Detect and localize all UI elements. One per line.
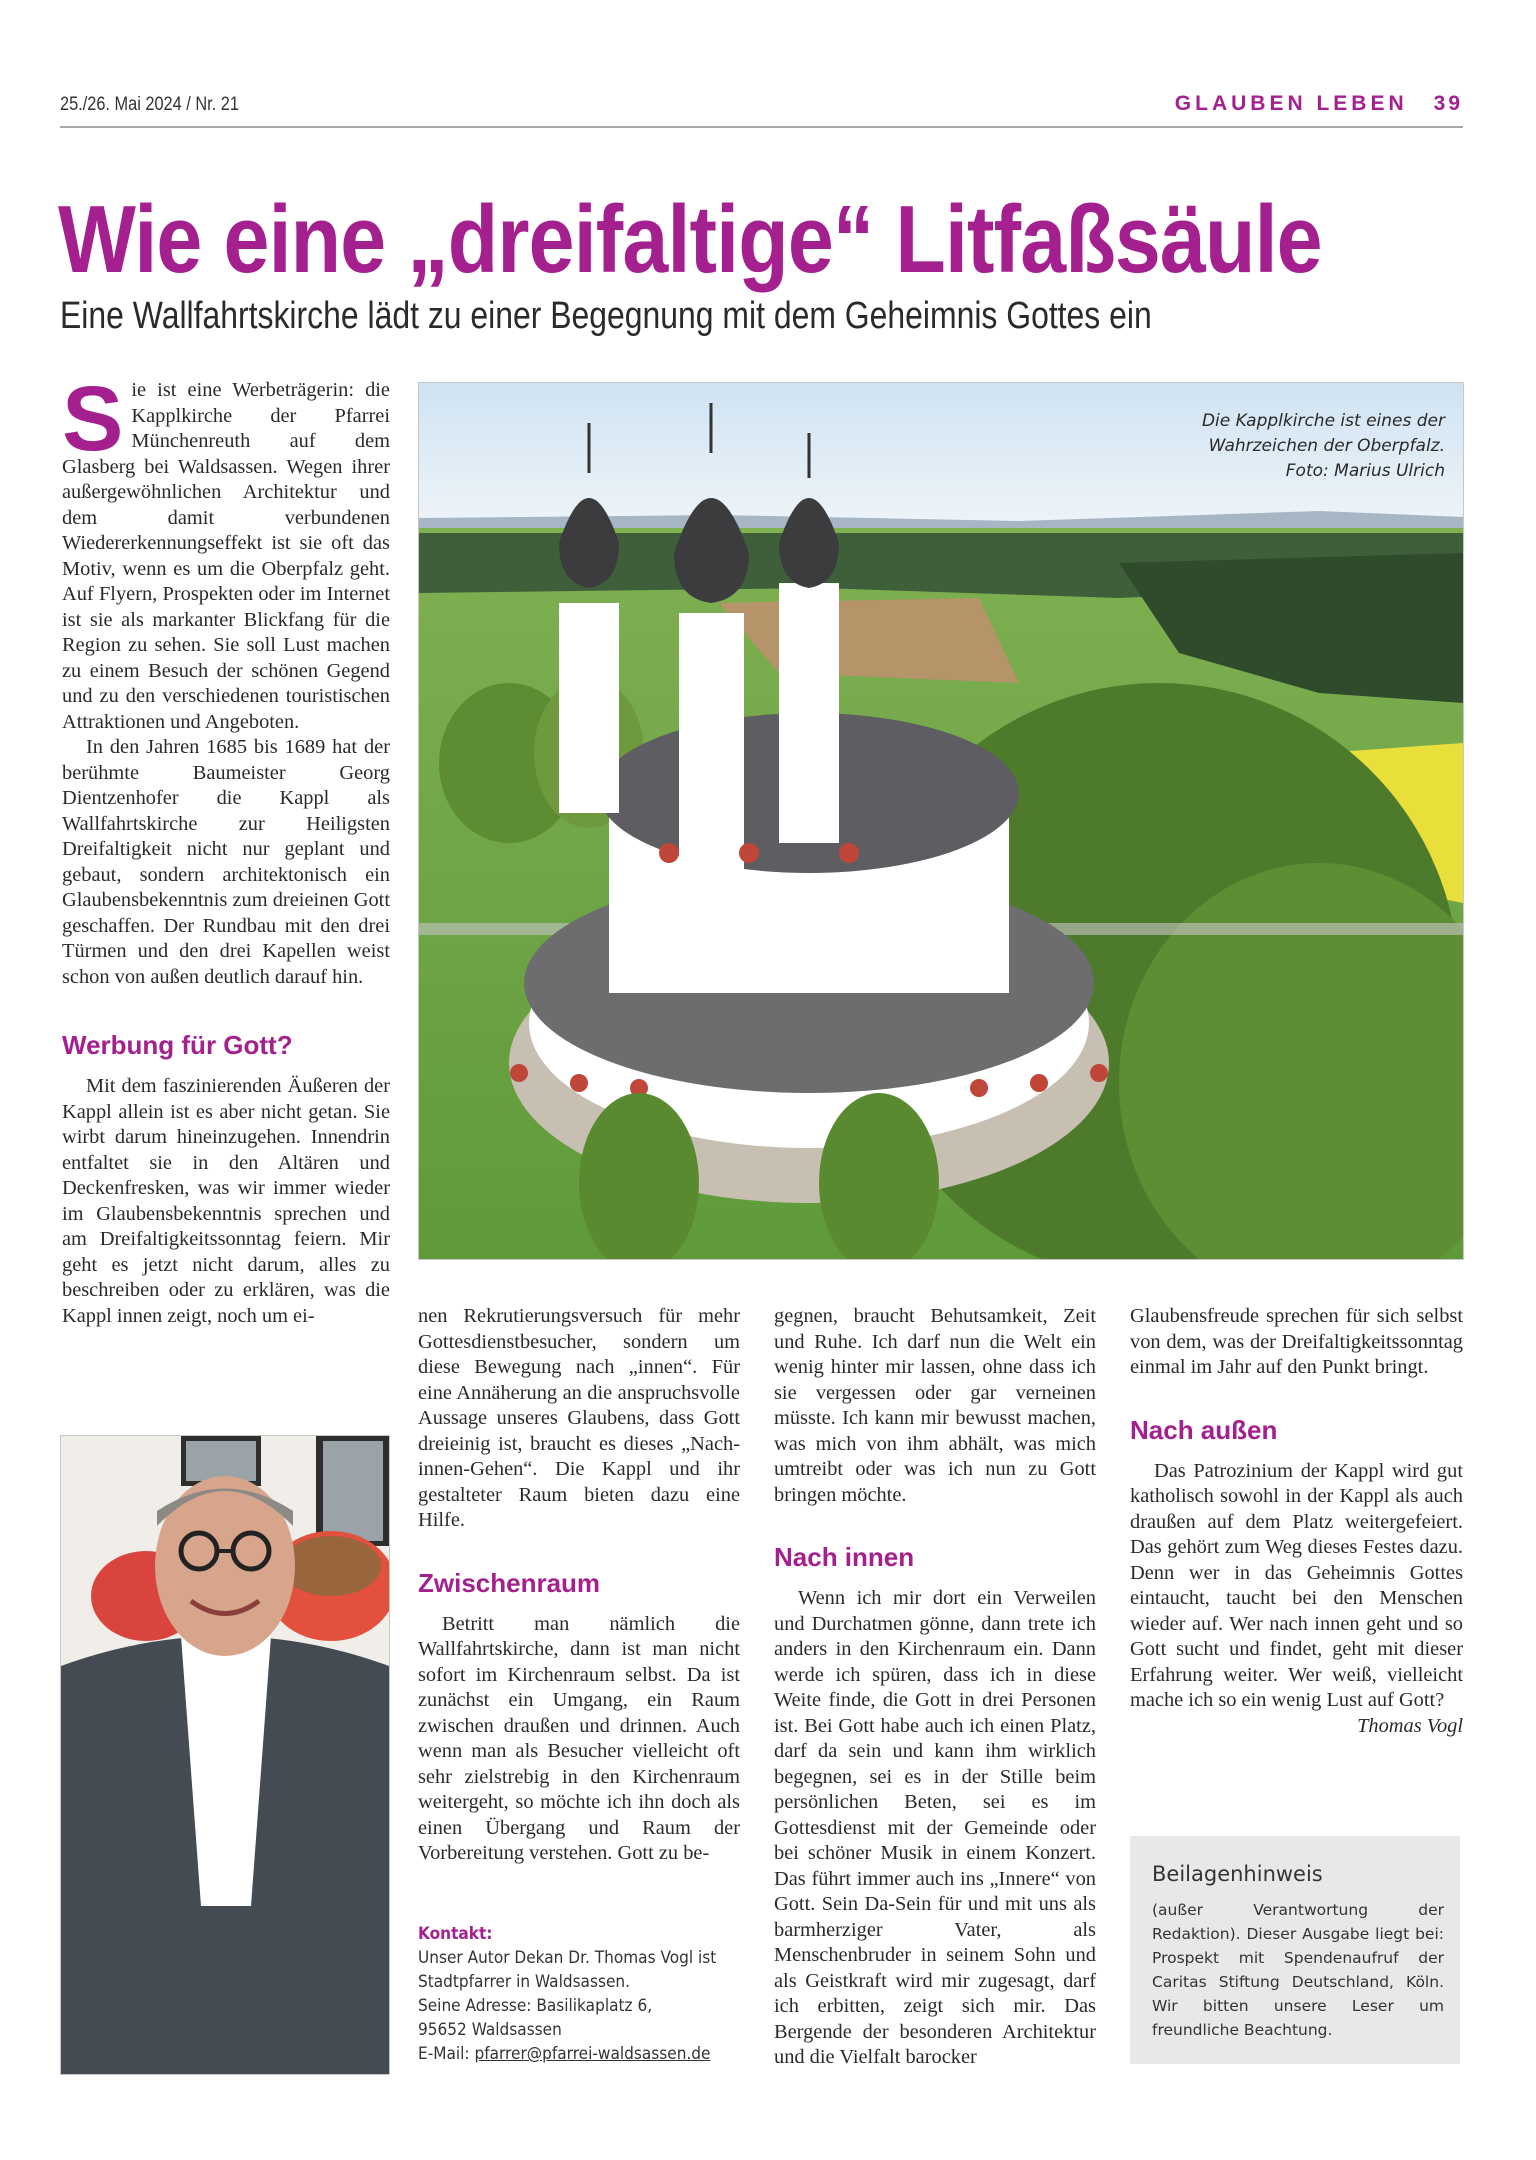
subheading-nach-innen: Nach innen xyxy=(774,1542,915,1572)
caption-line-2: Wahrzeichen der Oberpfalz. xyxy=(1208,436,1445,456)
contact-email-row xyxy=(418,2042,725,2066)
caption-line-1: Die Kapplkirche ist eines der xyxy=(1201,411,1445,431)
author-signature: Thomas Vogl xyxy=(1357,1714,1463,1737)
church-photo xyxy=(418,382,1464,1260)
contact-line-4: 95652 Waldsassen xyxy=(418,2020,562,2039)
photo-caption xyxy=(1202,409,1445,484)
column-1 xyxy=(62,368,390,1329)
section-label xyxy=(1175,92,1463,116)
issue-date: 25./26. Mai 2024 / Nr. 21 xyxy=(60,94,239,115)
church-illustration xyxy=(419,383,1463,1259)
section-title: GLAUBEN LEBEN xyxy=(1174,92,1408,115)
column-3 xyxy=(774,1304,1096,2071)
paragraph-zwischenraum: Betritt man nämlich die Wallfahrtskirche, dann ist man nicht sofort im Kirchenraum selbst. Da ist zunächst ein Umgang, ein Raum zwischen draußen und drinnen. Auch wenn man als Besucher vielleicht oft sehr zielstrebig in den Kirchenraum weitergeht, so möchte ich ihn doch als einen Übergang und Raum der Vorbereitung verstehen. Gott zu be- xyxy=(418,1612,740,1864)
paragraph-nach-innen: Wenn ich mir dort ein Verweilen und Durchatmen gönne, dann trete ich anders in den Kirchenraum ein. Dann werde ich spüren, dass ich in diese Weite finde, die Gott in drei Personen ist. Bei Gott habe auch ich einen Platz, darf da sein und kann ihm wirklich begegnen, sei es in der Stille beim persönlichen Beten, sei es im Gottesdienst mit der Gemeinde oder bei schöner Musik in einem Konzert. Das führt immer auch ins „Innere“ von Gott. Sein Da-Sein für und mit uns als barmherziger Vater, als Menschenbruder in seinem Sohn und als Geistkraft wird mir zugesagt, darf ich erbitten, zeigt sich mir. Das Bergende der besonderen Architektur und die Vielfalt barocker xyxy=(774,1587,1096,2068)
contact-box xyxy=(418,1922,725,2066)
paragraph-nach-aussen: Das Patrozinium der Kappl wird gut katholisch sowohl in der Kappl als auch draußen auf dem Platz weitergefeiert. Das gehört zum Weg dieses Festes dazu. Denn wer in das Geheimnis Gottes eintaucht, taucht bei den Menschen wieder auf. Wer nach innen geht und so Gott sucht und findet, geht mit dieser Erfahrung weiter. Wer weiß, vielleicht mache ich so ein wenig Lust auf Gott? Thomas Vogl xyxy=(1130,1459,1463,1714)
intro-paragraph-1: Sie ist eine Werbeträgerin: die Kapplkirche der Pfarrei Münchenreuth auf dem Glasberg bei Waldsassen. Wegen ihrer außergewöhnlichen Architektur und dem damit verbundenen Wiedererkennungseffekt ist sie oft das Motiv, wenn es um die Oberpfalz geht. Auf Flyern, Prospekten oder im Internet ist sie als markanter Blickfang für die Region zu sehen. Sie soll Lust machen zu einem Besuch der schönen Gegend und zu den verschiedenen touristischen Attraktionen und Angeboten. xyxy=(62,368,390,733)
supplement-notice xyxy=(1130,1836,1460,2064)
headline: Wie eine „dreifaltige“ Litfaßsäule xyxy=(58,186,1322,293)
supplement-notice-title: Beilagenhinweis xyxy=(1152,1862,1323,1886)
paragraph-werbung: Mit dem faszinierenden Äußeren der Kappl allein ist es aber nicht getan. Sie wirbt darum hineinzugehen. Innendrin entfaltet sie in den Altären und Deckenfresken, was wir immer wieder im Glaubensbekenntnis sprechen und am Dreifaltigkeitssonntag feiern. Mir geht es jetzt nicht darum, alles zu beschreiben oder zu erklären, was die Kappl innen zeigt, noch um ei- xyxy=(62,1075,390,1327)
drop-cap: S xyxy=(62,368,124,470)
photo-credit: Foto: Marius Ulrich xyxy=(1285,461,1445,481)
page-number: 39 xyxy=(1433,92,1463,115)
contact-line-2: Stadtpfarrer in Waldsassen. xyxy=(418,1972,631,1991)
column-2 xyxy=(418,1304,740,1867)
contact-line-3: Seine Adresse: Basilikaplatz 6, xyxy=(418,1996,653,2015)
subheadline: Eine Wallfahrtskirche lädt zu einer Begegnung mit dem Geheimnis Gottes ein xyxy=(60,295,1152,337)
contact-line-1: Unser Autor Dekan Dr. Thomas Vogl ist xyxy=(418,1948,717,1967)
column-4 xyxy=(1130,1304,1463,1739)
email-link[interactable]: pfarrer@pfarrei-waldsassen.de xyxy=(474,2044,711,2063)
paragraph-continued-3: Glaubensfreude sprechen für sich selbst von dem, was der Dreifaltigkeitssonntag einmal im Jahr auf den Punkt bringt. xyxy=(1130,1305,1463,1378)
portrait-illustration xyxy=(61,1436,389,2074)
paragraph-continued-1: nen Rekrutierungsversuch für mehr Gottesdienstbesucher, sondern um diese Bewegung nach „innen“. Für eine Annäherung an die anspruchsvolle Aussage unseres Glaubens, dass Gott dreieinig ist, braucht es dieses „Nach-innen-Gehen“. Die Kappl und ihr gestalteter Raum bieten dazu eine Hilfe. xyxy=(418,1305,740,1531)
paragraph-continued-2: gegnen, braucht Behutsamkeit, Zeit und Ruhe. Ich darf nun die Welt ein wenig hinter mir lassen, ohne dass ich sie vergessen oder gar verneinen müsste. Ich kann mir bewusst machen, was mich von ihm abhält, was mich umtreibt oder was ich nun zu Gott bringen möchte. xyxy=(774,1305,1096,1506)
subheading-zwischenraum: Zwischenraum xyxy=(418,1567,601,1598)
subheading-werbung: Werbung für Gott? xyxy=(62,1030,293,1060)
author-portrait xyxy=(60,1435,390,2075)
supplement-notice-text: (außer Verantwortung der Redaktion). Dieser Ausgabe liegt bei: Prospekt mit Spendenaufruf der Caritas Stiftung Deutschland, Köln. Wir bitten unsere Leser um freundliche Beachtung. xyxy=(1152,1901,1444,2039)
page-header xyxy=(60,92,1463,128)
contact-label: Kontakt: xyxy=(418,1924,493,1943)
subheading-nach-aussen: Nach außen xyxy=(1130,1414,1278,1445)
email-label: E-Mail: xyxy=(418,2044,475,2063)
intro-paragraph-2: In den Jahren 1685 bis 1689 hat der berühmte Baumeister Georg Dientzenhofer die Kappl als Wallfahrtskirche zur Heiligsten Dreifaltigkeit nicht nur geplant und gebaut, sondern architektonisch ein Glaubensbekenntnis zum dreieinen Gott geschaffen. Der Rundbau mit den drei Türmen und den drei Kapellen weist schon von außen deutlich darauf hin. xyxy=(62,736,390,988)
